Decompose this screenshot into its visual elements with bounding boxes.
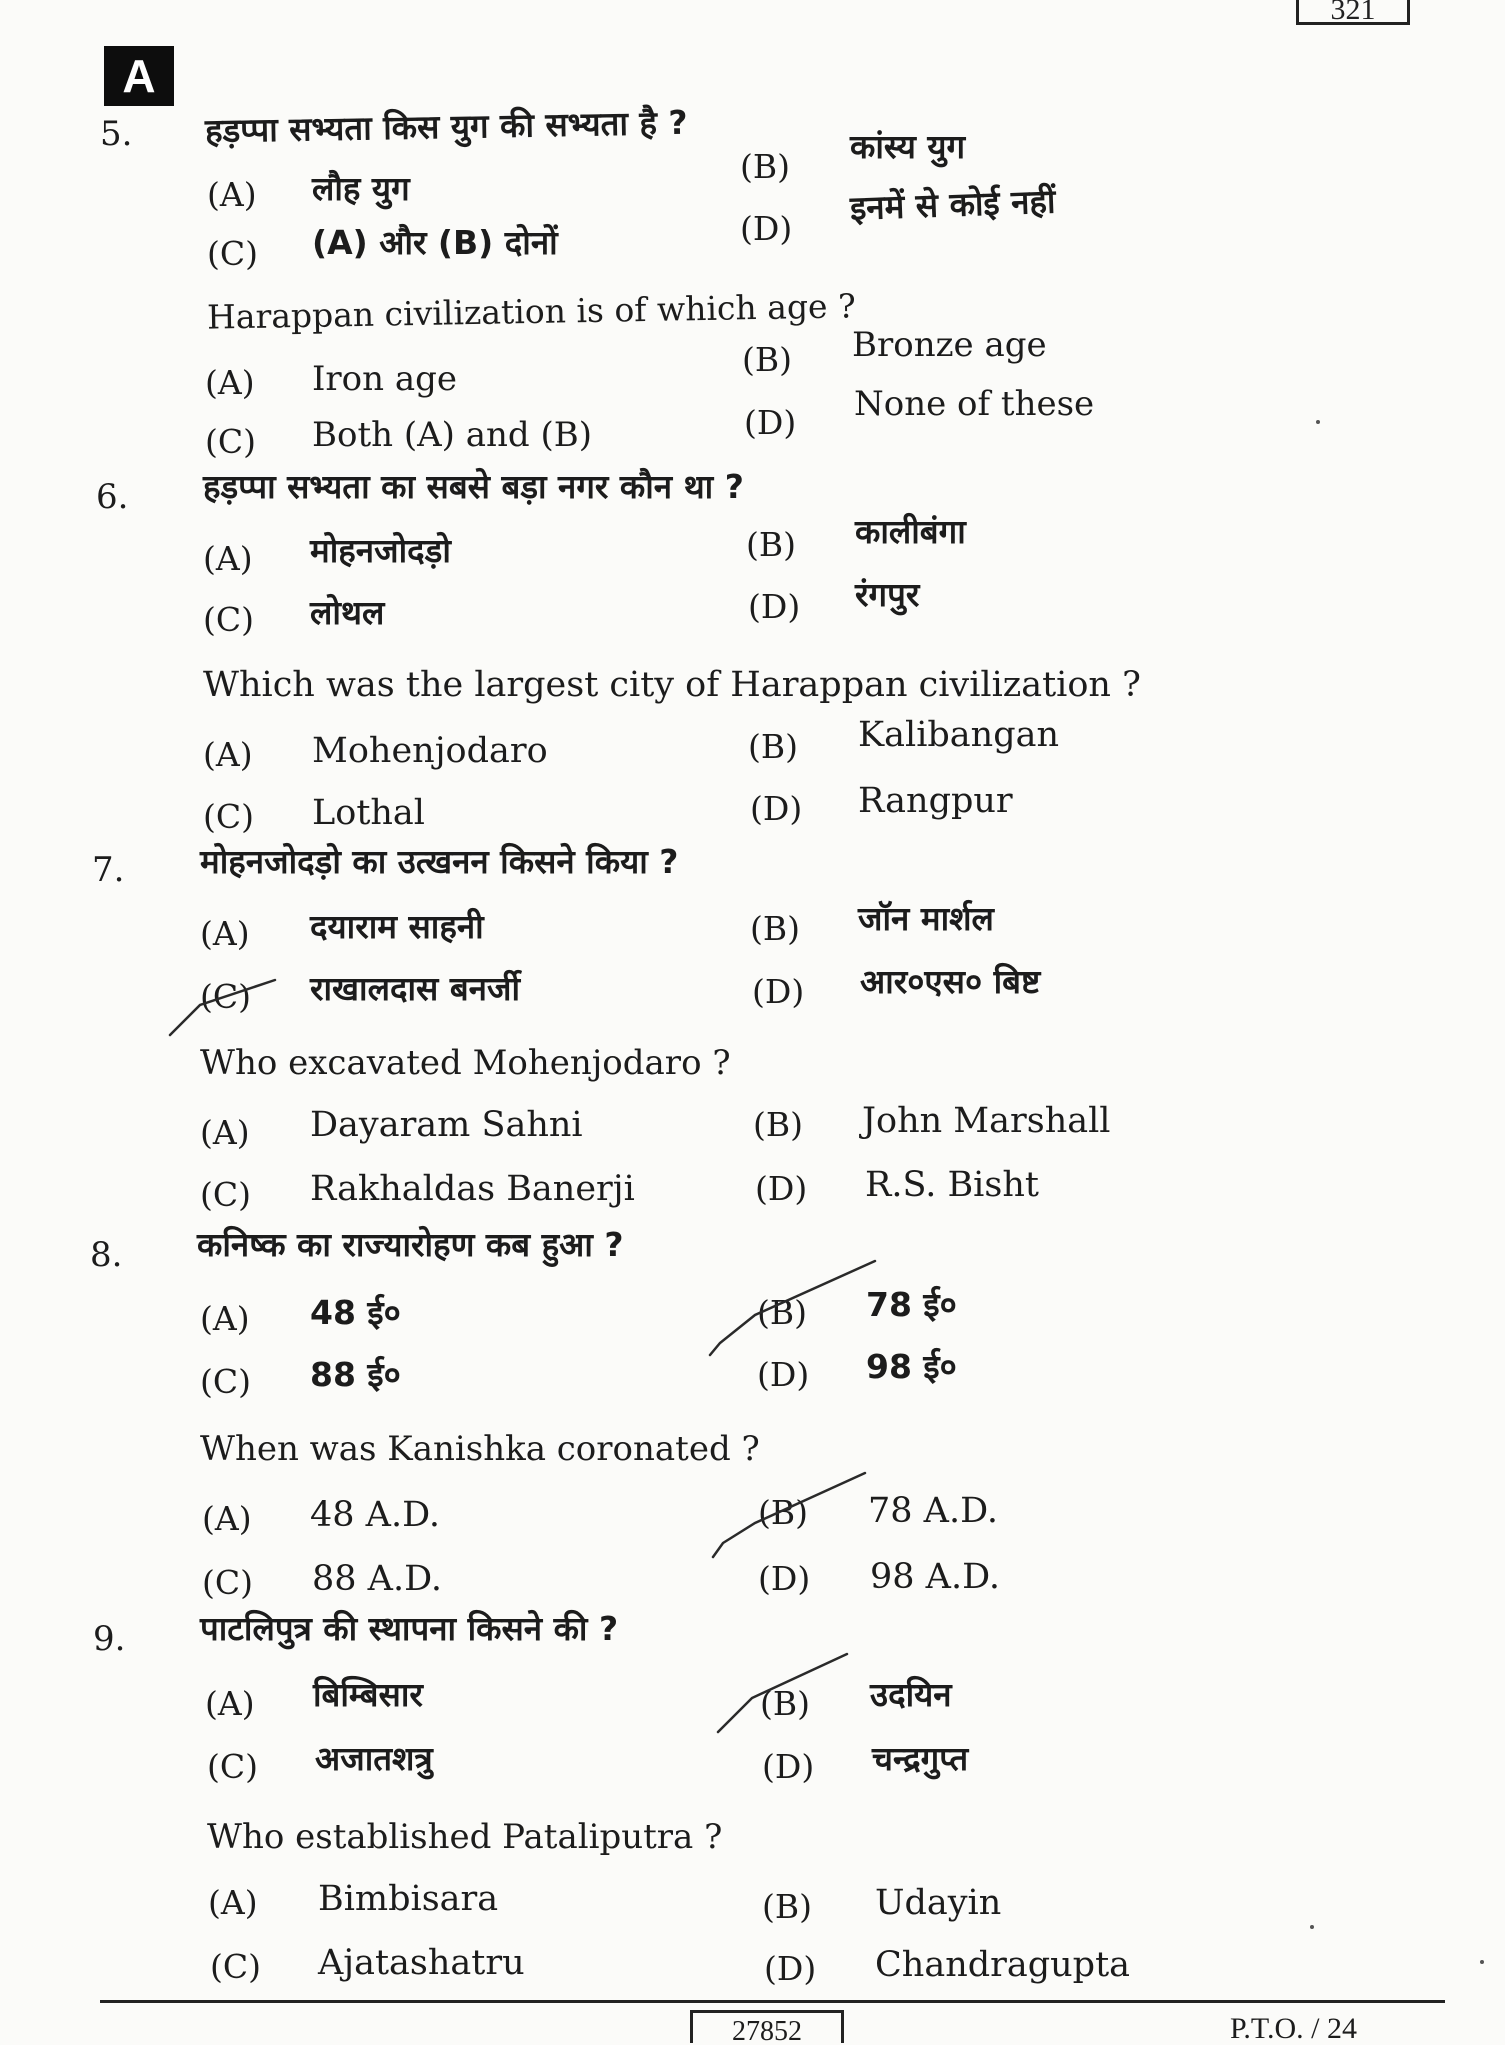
option-text-english: John Marshall (862, 1101, 1111, 1141)
option-letter: (B) (746, 525, 796, 564)
option-text-hindi: कांस्य युग (850, 127, 966, 166)
question-text-english: Harappan civilization is of which age ? (206, 286, 857, 337)
option-letter: (C) (210, 1947, 261, 1986)
option-text-english: 88 A.D. (312, 1559, 443, 1599)
footer-rule (100, 2000, 1445, 2003)
option-text-english: Ajatashatru (318, 1943, 525, 1983)
option-text-hindi: अजातशत्रु (315, 1739, 433, 1778)
question-text-hindi: पाटलिपुत्र की स्थापना किसने की ? (200, 1609, 619, 1648)
option-letter: (C) (203, 600, 254, 639)
option-letter: (D) (740, 209, 793, 248)
option-text-hindi: इनमें से कोई नहीं (849, 181, 1057, 228)
option-letter: (B) (762, 1887, 812, 1926)
speck (1480, 1960, 1484, 1964)
option-letter: (B) (758, 1493, 808, 1532)
footer-page-info: P.T.O. / 24 (1230, 2012, 1357, 2045)
option-letter: (C) (205, 422, 256, 461)
option-letter: (D) (762, 1747, 815, 1786)
option-letter: (C) (207, 234, 258, 273)
option-letter: (C) (202, 1563, 253, 1602)
question-text-hindi: मोहनजोदड़ो का उत्खनन किसने किया ? (200, 842, 679, 881)
option-text-hindi: लौह युग (312, 169, 410, 208)
question-text-english: Which was the largest city of Harappan civilization ? (203, 665, 1141, 705)
option-text-english: Dayaram Sahni (310, 1105, 583, 1145)
option-letter: (D) (757, 1355, 810, 1394)
option-text-english: 48 A.D. (310, 1495, 441, 1535)
page-number: 321 (1296, 0, 1410, 25)
question-text-english: Who excavated Mohenjodaro ? (200, 1043, 731, 1083)
option-text-english: Iron age (312, 359, 458, 399)
option-letter: (A) (208, 1883, 258, 1922)
option-text-hindi: चन्द्रगुप्त (872, 1739, 969, 1778)
question-text-english: When was Kanishka coronated ? (200, 1429, 760, 1469)
option-text-hindi: राखालदास बनर्जी (310, 969, 521, 1008)
question-text-hindi: हड़प्पा सभ्यता का सबसे बड़ा नगर कौन था ? (203, 467, 744, 506)
question-number: 6. (96, 477, 129, 517)
option-text-hindi: उदयिन (870, 1675, 952, 1714)
option-letter: (A) (203, 539, 253, 578)
option-text-english: Bimbisara (318, 1879, 499, 1919)
option-text-hindi: कालीबंगा (855, 512, 966, 551)
question-number: 8. (90, 1235, 123, 1275)
option-letter: (C) (200, 977, 251, 1016)
option-text-english: Both (A) and (B) (312, 415, 592, 455)
option-letter: (C) (207, 1747, 258, 1786)
option-letter: (D) (755, 1169, 808, 1208)
option-text-hindi: 98 ई० (866, 1347, 957, 1386)
option-letter: (A) (202, 1499, 252, 1538)
option-text-english: Chandragupta (875, 1945, 1131, 1985)
paper-code: 27852 (690, 2010, 844, 2043)
option-letter: (B) (740, 147, 790, 186)
option-letter: (D) (752, 972, 805, 1011)
option-letter: (A) (205, 363, 255, 402)
option-text-english: Bronze age (852, 325, 1047, 365)
option-text-english: None of these (854, 384, 1095, 424)
option-letter: (C) (200, 1175, 251, 1214)
speck (1316, 420, 1320, 424)
option-text-hindi: जॉन मार्शल (858, 899, 994, 938)
option-text-hindi: 88 ई० (310, 1355, 401, 1394)
option-text-hindi: 78 ई० (866, 1285, 957, 1324)
option-letter: (B) (750, 909, 800, 948)
question-text-english: Who established Pataliputra ? (207, 1817, 723, 1857)
option-text-english: R.S. Bisht (865, 1165, 1039, 1205)
option-letter: (D) (758, 1559, 811, 1598)
option-text-hindi: लोथल (310, 593, 385, 632)
option-letter: (B) (757, 1293, 807, 1332)
option-text-english: Mohenjodaro (312, 731, 548, 771)
option-letter: (B) (760, 1684, 810, 1723)
set-badge: A (104, 46, 174, 106)
option-letter: (A) (207, 175, 257, 214)
option-letter: (D) (764, 1949, 817, 1988)
option-letter: (B) (748, 727, 798, 766)
speck (1310, 1925, 1314, 1929)
option-text-hindi: दयाराम साहनी (310, 907, 484, 946)
question-text-hindi: हड़प्पा सभ्यता किस युग की सभ्यता है ? (204, 102, 688, 151)
option-text-hindi: बिम्बिसार (313, 1675, 423, 1714)
option-letter: (B) (742, 340, 792, 379)
option-text-hindi: रंगपुर (855, 575, 920, 614)
option-letter: (A) (205, 1684, 255, 1723)
option-text-english: Udayin (875, 1883, 1002, 1923)
option-letter: (A) (200, 1299, 250, 1338)
option-letter: (C) (203, 797, 254, 836)
option-text-english: 78 A.D. (868, 1491, 999, 1531)
question-text-hindi: कनिष्क का राज्यारोहण कब हुआ ? (197, 1225, 624, 1264)
option-letter: (C) (200, 1362, 251, 1401)
option-text-english: Kalibangan (858, 715, 1060, 755)
option-text-english: Rangpur (858, 781, 1013, 821)
option-text-english: Rakhaldas Banerji (310, 1169, 635, 1209)
option-text-hindi: मोहनजोदड़ो (310, 531, 451, 570)
option-text-hindi: आर०एस० बिष्ट (860, 962, 1041, 1001)
option-letter: (D) (748, 587, 801, 626)
question-number: 7. (92, 850, 125, 890)
option-letter: (D) (744, 403, 797, 442)
question-number: 5. (100, 114, 133, 154)
option-text-hindi: 48 ई० (310, 1293, 401, 1332)
question-number: 9. (93, 1619, 126, 1659)
option-letter: (A) (200, 1113, 250, 1152)
option-text-english: Lothal (312, 793, 425, 833)
option-letter: (D) (750, 789, 803, 828)
option-letter: (B) (753, 1105, 803, 1144)
option-text-english: 98 A.D. (870, 1557, 1001, 1597)
option-text-hindi: (A) और (B) दोनों (312, 223, 558, 262)
option-letter: (A) (200, 914, 250, 953)
option-letter: (A) (203, 735, 253, 774)
